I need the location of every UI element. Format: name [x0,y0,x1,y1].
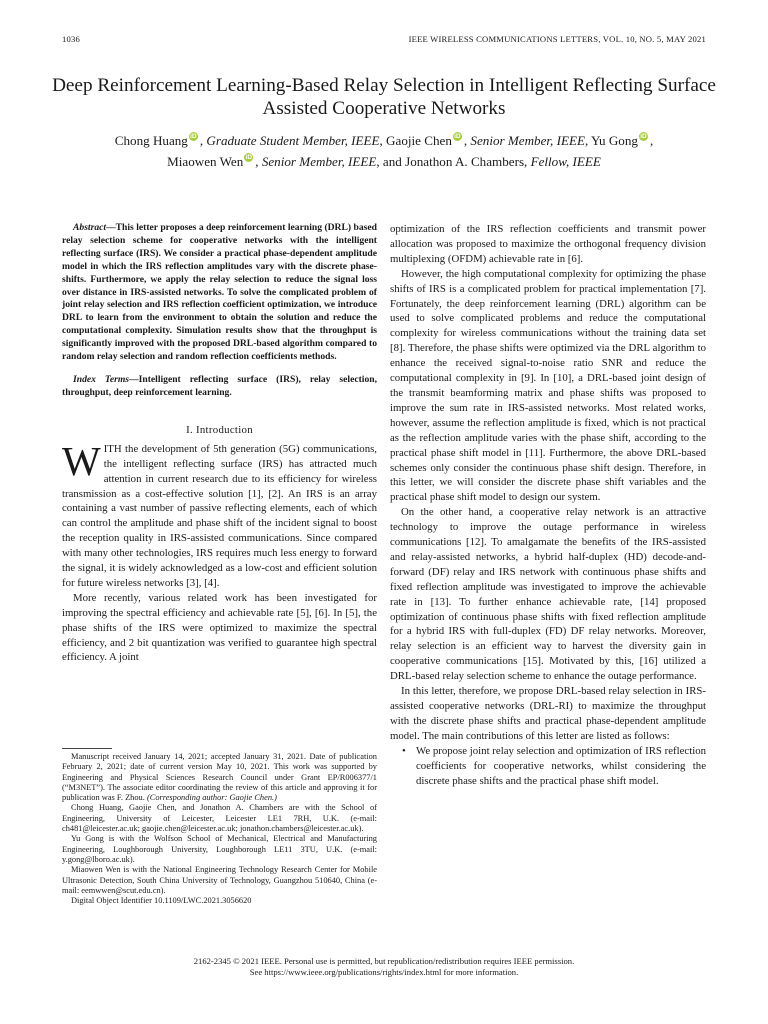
bullet-icon: • [402,744,406,757]
page-number: 1036 [62,34,80,44]
orcid-icon[interactable]: iD [190,133,197,140]
abstract-text: This letter proposes a deep reinforcement learning (DRL) based relay selection scheme for cooperative networks with the intelligent reflecting surface (IRS). We consider a practical phase-dependent amplitude model in which the IRS reflection amplitudes vary with the discrete phase-shifts. Furthermore, we apply the relay selection to reduce the signal loss over distance in IRS-assisted networks. To solve the complicated problem of joint relay selection and IRS reflection coefficient optimization, we introduce DRL to learn from the environment to obtain the solution and reduce the computational complexity. Simulation results show that the throughput is significantly improved with the proposed DRL-based algorithm compared to random relay selection and random reflection coefficients methods. [62,222,377,363]
footnotes [62,752,377,906]
abstract-label: Abstract [73,222,107,233]
orcid-icon[interactable]: iD [640,133,647,140]
body-paragraph: On the other hand, a cooperative relay network is an attractive technology to improve the outage performance in wireless communications [12]. To amalgamate the benefits of the IRS-assisted and relay-assisted networks, a hybrid half-duplex (HD) decode-and-forward (DF) relay and IRS network with continuous phase shifts and fixed reflection amplitude was investigated to improve the achievable rate in [13]. To further enhance achievable rate, [14] proposed optimization of continuous phase shifts with fixed reflection amplitude for a hybrid IRS with full-duplex (FD) DF relay networks. Moreover, relay selection is an efficient way to harvest the diversity gain in cooperative communications [15]. Motivated by this, [16] utilized a DRL-based relay selection scheme to enhance the outage performance. [390,506,706,683]
journal-header: IEEE WIRELESS COMMUNICATIONS LETTERS, VOL. 10, NO. 5, MAY 2021 [408,34,706,44]
author-name: Yu Gong [591,133,638,148]
intro-paragraph [62,437,377,591]
section-heading: I. Introduction [186,423,253,436]
paper-title: Deep Reinforcement Learning-Based Relay Selection in Intelligent Reflecting Surface Assisted Cooperative Networks [52,75,716,119]
body-paragraph: optimization of the IRS reflection coefficients and transmit power allocation was proposed to maximize the orthogonal frequency division multiplexing (OFDM) achievable rate in [6]. [390,223,706,265]
contribution-bullet [390,744,706,789]
bullet-text: We propose joint relay selection and optimization of IRS reflection coefficients for cooperative networks, whilst considering the discrete phase shifts and the practical phase shift model. [416,744,706,787]
footnote-manuscript [62,752,377,803]
drop-cap: W [62,437,101,484]
index-terms: Index Terms—Intelligent reflecting surface (IRS), relay selection, throughput, deep reinforcement learning. [62,373,377,398]
footnote-divider [62,748,112,749]
copyright-notice [0,956,768,978]
author-affiliation: Fellow, IEEE [530,154,601,169]
author-name: Jonathon A. Chambers [405,154,525,169]
footnote-corresponding: (Corresponding author: Gaojie Chen.) [146,793,277,803]
orcid-icon[interactable]: iD [454,133,461,140]
author-affiliation: Graduate Student Member, IEEE [206,133,380,148]
footnote-affiliation: Miaowen Wen is with the National Engineering Technology Research Center for Mobile Ultrasonic Detection, South China University of Technology, Guangzhou 510640, China (e-mail: eemwwen@scut.edu.cn). [62,865,377,895]
author-list: Chong Huang iD , Graduate Student Member, IEEE, Gaojie Chen iD , Senior Member, IEEE, Yu Gong iD , Miaowen Wen iD , Senior Member, IEEE, and Jonathon A. Chambers, Fellow, IEEE [114,133,654,169]
body-paragraph: In this letter, therefore, we propose DRL-based relay selection in IRS-assisted cooperative networks (DRL-RI) to maximize the throughput with the discrete phase shifts and practical phase-dependent amplitude model. The main contributions of this letter are listed as follows: [390,685,706,742]
author-name: Chong Huang [114,133,188,148]
footnote-doi: Digital Object Identifier 10.1109/LWC.2021.3056620 [71,896,252,906]
footnote-affiliation: Yu Gong is with the Wolfson School of Mechanical, Electrical and Manufacturing Engineering, Loughborough University, Loughborough LE11 3TU, U.K. (e-mail: y.gong@lboro.ac.uk). [62,834,377,864]
author-name: Miaowen Wen [167,154,244,169]
copyright-line: 2162-2345 © 2021 IEEE. Personal use is permitted, but republication/redistribution requires IEEE permission. [193,956,575,966]
intro-paragraph-2: More recently, various related work has been investigated for improving the spectral efficiency and achievable rate [5], [6]. In [5], the phase shifts of the IRS were optimized to maximize the spectral efficiency, and 2 bit quantization was verified to guarantee high spectral efficiency. A joint [62,591,377,664]
rights-link[interactable]: See https://www.ieee.org/publications/rights/index.html for more information. [249,967,519,977]
right-column [390,222,706,788]
footnote-manuscript-text: Manuscript received January 14, 2021; accepted January 31, 2021. Date of publication February 2, 2021; date of current version May 10, 2021. This work was supported by Engineering and Physical Sciences Research Council under Grant EP/R006377/1 (“M3NET”). The associate editor coordinating the review of this article and approving it for publication was F. Zhou. [62,752,377,803]
body-paragraph: However, the high computational complexity for optimizing the phase shifts of IRS is a complicated problem for practical implementation [7]. Fortunately, the deep reinforcement learning (DRL) algorithm can be used to solve complicated problems and reduce the computational complexity for wireless communications without the training data set [8]. Therefore, the phase shifts were optimized via the DRL algorithm to enhance the received signal-to-noise ratio SNR and reduce the computational complexity in [9]. In [10], a DRL-based joint design of the transmit beamforming matrix and phase shifts was proposed to improve the sum rate in IRS-assisted networks. Most related works, however, assume the reflection amplitude is fixed, which is not practical as the reflection amplitude varies with the phase shift, according to the practical phase shift model in [11]. Furthermore, the above DRL-based schemes only consider the continuous phase shift design. Therefore, in this letter, we will consider the discrete phase shift variables and the practical phase shift model to design our system. [390,267,706,504]
author-affiliation: Senior Member, IEEE [470,133,585,148]
footnote-affiliation: Chong Huang, Gaojie Chen, and Jonathon A. Chambers are with the School of Engineering, University of Leicester, Leicester LE1 7RH, U.K. (e-mail: ch481@leicester.ac.uk; gaojie.chen@leicester.ac.uk; jonathon.chambers@leicester.ac.uk). [62,803,377,834]
index-terms-label: Index Terms [73,373,130,385]
index-terms-text: Intelligent reflecting surface (IRS), relay selection, throughput, deep reinforcement learning. [62,373,377,398]
author-name: Gaojie Chen [386,133,452,148]
orcid-icon[interactable]: iD [245,154,253,161]
abstract: Abstract—This letter proposes a deep reinforcement learning (DRL) based relay selection scheme for cooperative networks with the intelligent reflecting surface (IRS). We consider a practical phase-dependent amplitude model in which the IRS reflection amplitudes vary with the discrete phase-shifts. Furthermore, we apply the relay selection to reduce the signal loss over distance in IRS-assisted networks. To solve the complicated problem of joint relay selection and IRS reflection coefficient optimization, we introduce DRL to learn from the environment to obtain the solution and reduce the computational complexity. Simulation results show that the throughput is significantly improved with the proposed DRL-based algorithm compared to random relay selection and random reflection coefficients methods. [62,222,377,363]
author-affiliation: Senior Member, IEEE [261,154,377,169]
left-column [62,222,377,665]
intro-text: ITH the development of 5th generation (5G) communications, the intelligent reflecting surface (IRS) has attracted much attention in current research due to its efficiency for wireless transmission as a cost-effective solution [1], [2]. An IRS is an array containing a vast number of passive reflecting elements, each of which can control the amplitude and phase shift of the incident signal to boost the reception quality in IRS-assisted communications. Since compared with many other technologies, IRS requires much less energy to forward the signal, it is widely acknowledged as a low-cost and efficient solution for future wireless networks [3], [4]. [62,442,377,589]
